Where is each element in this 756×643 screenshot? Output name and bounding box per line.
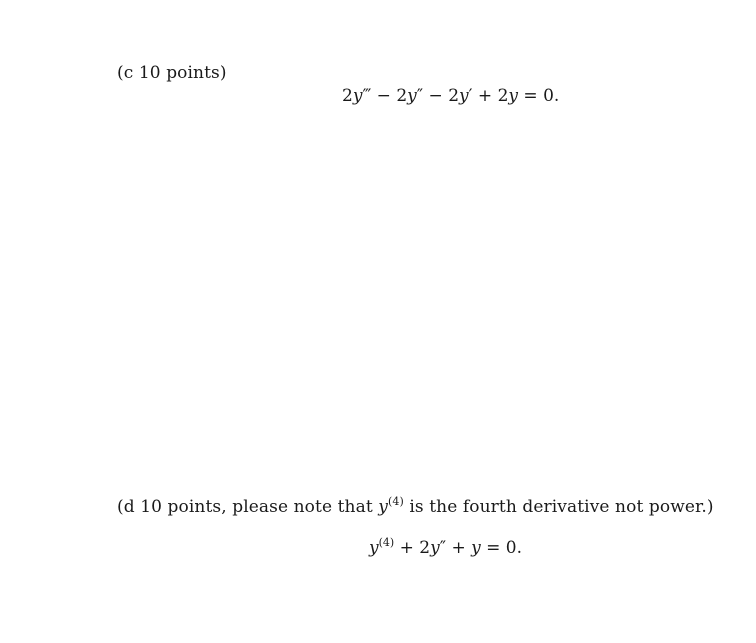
problem-c-equation (342, 86, 559, 106)
eq-c-coef4: 2 (497, 86, 509, 106)
eq-c-coef1: 2 (342, 86, 353, 106)
eq-d-sup1: (4) (378, 536, 395, 549)
problem-d-label (117, 497, 714, 517)
problem-c-label-text: (c 10 points) (117, 63, 227, 83)
eq-d-var3: y (471, 538, 481, 558)
eq-d-coef2: 2 (419, 538, 431, 558)
problem-d-label-sup: (4) (387, 495, 404, 508)
eq-c-coef2: 2 (396, 86, 408, 106)
eq-c-op1: − (371, 86, 397, 106)
eq-c-primes2: ″ (416, 86, 424, 106)
eq-c-var3: y (459, 86, 469, 106)
eq-d-var2: y (430, 538, 440, 558)
eq-d-rhs: = 0. (480, 538, 523, 558)
eq-d-primes2: ″ (439, 538, 447, 558)
eq-c-op2: − (423, 86, 449, 106)
eq-c-var2: y (407, 86, 417, 106)
problem-d-label-prefix: (d 10 points, please note that (117, 497, 379, 517)
eq-c-op3: + (472, 86, 498, 106)
eq-c-rhs: = 0. (518, 86, 560, 106)
problem-d-label-var: y (378, 497, 388, 517)
eq-c-var1: y (352, 86, 363, 106)
eq-c-primes1: ‴ (362, 86, 372, 106)
eq-d-op1: + (394, 538, 420, 558)
eq-c-coef3: 2 (448, 86, 460, 106)
problem-d-label-suffix: is the fourth derivative not power.) (403, 497, 714, 517)
problem-c-label (117, 63, 227, 83)
eq-d-op2: + (446, 538, 472, 558)
eq-d-var1: y (369, 538, 379, 558)
problem-d-equation (369, 538, 522, 558)
eq-c-var4: y (508, 86, 519, 106)
eq-c-primes3: ′ (468, 86, 473, 106)
